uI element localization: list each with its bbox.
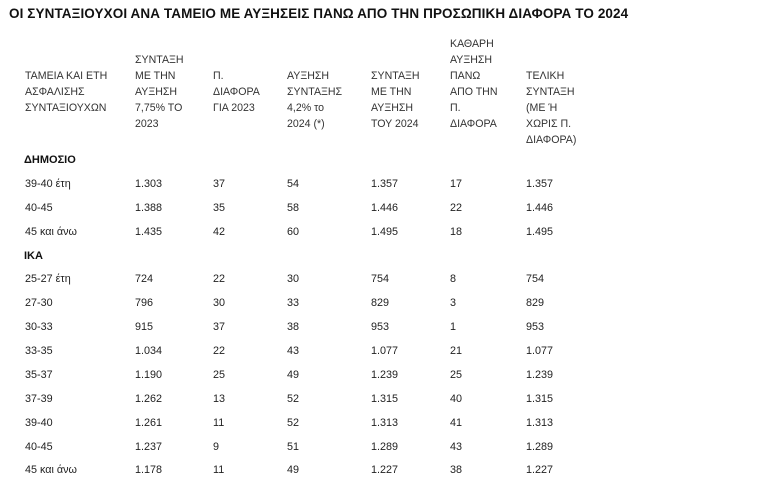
cell-pension-2023: 1.303 [135, 178, 163, 190]
cell-years: 37-39 [25, 393, 53, 405]
cell-final-pension: 1.077 [526, 345, 554, 357]
cell-increase-2024: 30 [287, 273, 300, 285]
cell-pension-2024: 1.239 [371, 369, 399, 381]
table-row [0, 441, 768, 459]
cell-increase-2024: 51 [287, 441, 300, 453]
cell-years: 30-33 [25, 321, 53, 333]
table-row [0, 321, 768, 339]
cell-pension-2024: 1.077 [371, 345, 399, 357]
section-label-ika: ΙΚΑ [24, 250, 43, 262]
table-row [0, 393, 768, 411]
cell-personal-difference: 37 [213, 321, 226, 333]
cell-pension-2023: 1.435 [135, 226, 163, 238]
table-row [0, 273, 768, 291]
cell-years: 45 και άνω [25, 464, 77, 476]
cell-increase-2024: 54 [287, 178, 300, 190]
cell-years: 33-35 [25, 345, 53, 357]
cell-personal-difference: 11 [213, 464, 225, 476]
cell-final-pension: 1.227 [526, 464, 554, 476]
cell-personal-difference: 30 [213, 297, 226, 309]
cell-years: 25-27 έτη [25, 273, 71, 285]
header-increase-2024: ΑΥΞΗΣΗ ΣΥΝΤΑΞΗΣ 4,2% το 2024 (*) [287, 70, 343, 130]
cell-years: 35-37 [25, 369, 53, 381]
cell-pension-2023: 1.190 [135, 369, 163, 381]
table-row [0, 417, 768, 435]
cell-final-pension: 1.289 [526, 441, 554, 453]
cell-pension-2024: 1.495 [371, 226, 399, 238]
cell-net-increase: 1 [450, 321, 457, 333]
cell-pension-2023: 1.034 [135, 345, 163, 357]
cell-personal-difference: 35 [213, 202, 226, 214]
cell-pension-2024: 1.227 [371, 464, 399, 476]
cell-pension-2024: 829 [371, 297, 390, 309]
cell-final-pension: 1.357 [526, 178, 554, 190]
cell-net-increase: 43 [450, 441, 463, 453]
cell-pension-2024: 754 [371, 273, 390, 285]
cell-net-increase: 18 [450, 226, 463, 238]
section-label-public: ΔΗΜΟΣΙΟ [24, 154, 76, 166]
header-funds-years: ΤΑΜΕΙΑ ΚΑΙ ΕΤΗ ΑΣΦΑΛΙΣΗΣ ΣΥΝΤΑΞΙΟΥΧΩΝ [25, 70, 108, 114]
cell-increase-2024: 33 [287, 297, 300, 309]
cell-increase-2024: 60 [287, 226, 300, 238]
cell-net-increase: 40 [450, 393, 463, 405]
cell-pension-2024: 1.446 [371, 202, 399, 214]
cell-net-increase: 38 [450, 464, 463, 476]
cell-pension-2023: 796 [135, 297, 154, 309]
cell-increase-2024: 49 [287, 369, 300, 381]
cell-pension-2024: 1.313 [371, 417, 399, 429]
cell-years: 40-45 [25, 441, 53, 453]
cell-personal-difference: 42 [213, 226, 226, 238]
cell-years: 39-40 [25, 417, 53, 429]
cell-pension-2023: 724 [135, 273, 154, 285]
cell-pension-2023: 1.262 [135, 393, 163, 405]
cell-years: 45 και άνω [25, 226, 77, 238]
cell-increase-2024: 38 [287, 321, 300, 333]
cell-final-pension: 953 [526, 321, 545, 333]
cell-final-pension: 1.495 [526, 226, 554, 238]
table-row [0, 369, 768, 387]
cell-years: 40-45 [25, 202, 53, 214]
cell-pension-2023: 915 [135, 321, 154, 333]
cell-net-increase: 22 [450, 202, 463, 214]
table-row [0, 464, 768, 482]
cell-net-increase: 25 [450, 369, 463, 381]
header-final-pension: ΤΕΛΙΚΗ ΣΥΝΤΑΞΗ (ΜΕ Ή ΧΩΡΙΣ Π. ΔΙΑΦΟΡΑ) [526, 70, 577, 146]
cell-pension-2023: 1.237 [135, 441, 163, 453]
header-pension-2023: ΣΥΝΤΑΞΗ ΜΕ ΤΗΝ ΑΥΞΗΣΗ 7,75% ΤΟ 2023 [135, 54, 184, 130]
cell-personal-difference: 9 [213, 441, 220, 453]
cell-personal-difference: 25 [213, 369, 226, 381]
cell-increase-2024: 52 [287, 393, 300, 405]
cell-increase-2024: 43 [287, 345, 300, 357]
cell-personal-difference: 13 [213, 393, 226, 405]
cell-pension-2024: 953 [371, 321, 390, 333]
cell-personal-difference: 37 [213, 178, 226, 190]
header-pension-2024: ΣΥΝΤΑΞΗ ΜΕ ΤΗΝ ΑΥΞΗΣΗ ΤΟΥ 2024 [371, 70, 420, 130]
cell-personal-difference: 22 [213, 273, 226, 285]
cell-final-pension: 754 [526, 273, 545, 285]
cell-years: 39-40 έτη [25, 178, 71, 190]
cell-final-pension: 1.313 [526, 417, 554, 429]
cell-increase-2024: 58 [287, 202, 300, 214]
cell-net-increase: 8 [450, 273, 457, 285]
cell-final-pension: 1.239 [526, 369, 554, 381]
table-row [0, 202, 768, 220]
cell-increase-2024: 52 [287, 417, 300, 429]
cell-final-pension: 1.315 [526, 393, 554, 405]
cell-pension-2023: 1.178 [135, 464, 163, 476]
cell-net-increase: 17 [450, 178, 463, 190]
cell-net-increase: 3 [450, 297, 457, 309]
header-net-increase: ΚΑΘΑΡΗ ΑΥΞΗΣΗ ΠΑΝΩ ΑΠΟ ΤΗΝ Π. ΔΙΑΦΟΡΑ [450, 38, 498, 130]
cell-pension-2024: 1.315 [371, 393, 399, 405]
table-row [0, 226, 768, 244]
header-personal-difference-2023: Π. ΔΙΑΦΟΡΑ ΓΙΑ 2023 [213, 70, 260, 114]
cell-increase-2024: 49 [287, 464, 300, 476]
table-row [0, 345, 768, 363]
cell-pension-2023: 1.388 [135, 202, 163, 214]
cell-net-increase: 41 [450, 417, 463, 429]
cell-personal-difference: 11 [213, 417, 225, 429]
cell-pension-2024: 1.289 [371, 441, 399, 453]
table-row [0, 297, 768, 315]
cell-final-pension: 1.446 [526, 202, 554, 214]
cell-pension-2024: 1.357 [371, 178, 399, 190]
table-title: ΟΙ ΣΥΝΤΑΞΙΟΥΧΟΙ ΑΝΑ ΤΑΜΕΙΟ ΜΕ ΑΥΞΗΣΕΙΣ ΠΑΝΩ ΑΠΟ ΤΗΝ ΠΡΟΣΩΠΙΚΗ ΔΙΑΦΟΡΑ ΤΟ 2024 [9, 6, 629, 21]
table-row [0, 178, 768, 196]
cell-pension-2023: 1.261 [135, 417, 163, 429]
cell-years: 27-30 [25, 297, 53, 309]
cell-final-pension: 829 [526, 297, 545, 309]
cell-net-increase: 21 [450, 345, 463, 357]
cell-personal-difference: 22 [213, 345, 226, 357]
